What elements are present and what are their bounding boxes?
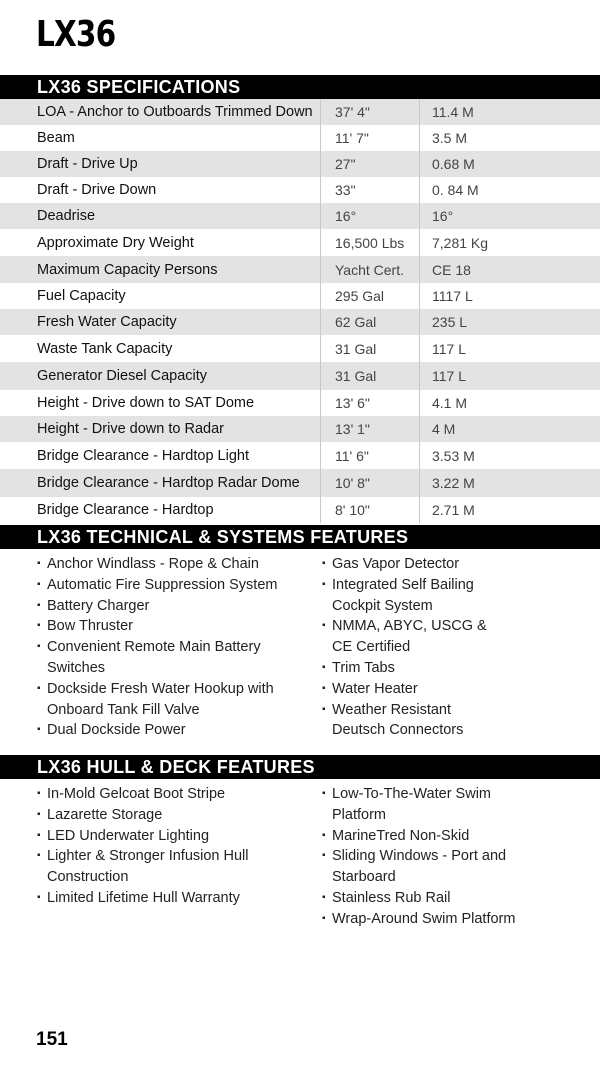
spec-label: Draft - Drive Up bbox=[37, 156, 138, 172]
feature-item bbox=[37, 596, 312, 617]
spec-row bbox=[0, 256, 600, 283]
bullet-icon: ▪ bbox=[37, 578, 41, 590]
specifications-heading: LX36 SPECIFICATIONS bbox=[0, 75, 600, 99]
spec-metric-value: 7,281 Kg bbox=[432, 234, 489, 251]
spec-label: Fresh Water Capacity bbox=[37, 314, 177, 330]
feature-text: NMMA, ABYC, USCG & bbox=[332, 618, 487, 635]
spec-metric-value: 3.5 M bbox=[432, 130, 468, 146]
column-divider bbox=[419, 99, 420, 523]
bullet-icon: ▪ bbox=[37, 599, 41, 611]
spec-metric-value: 117 L bbox=[432, 368, 466, 384]
feature-item bbox=[37, 575, 312, 596]
feature-text: Anchor Windlass - Rope & Chain bbox=[47, 556, 259, 572]
feature-text: Platform bbox=[332, 806, 386, 823]
spec-label: Beam bbox=[37, 130, 75, 146]
feature-text: Dual Dockside Power bbox=[47, 722, 186, 739]
feature-item bbox=[322, 784, 582, 826]
feature-text: Dockside Fresh Water Hookup with bbox=[47, 680, 274, 697]
feature-text: Onboard Tank Fill Valve bbox=[47, 701, 200, 718]
feature-text: Trim Tabs bbox=[332, 659, 395, 676]
spec-metric-value: 4 M bbox=[432, 421, 456, 437]
bullet-icon: ▪ bbox=[322, 850, 326, 862]
feature-text: Low-To-The-Water Swim bbox=[332, 786, 491, 802]
feature-text: Switches bbox=[47, 659, 106, 676]
feature-item bbox=[37, 846, 312, 888]
bullet-icon: ▪ bbox=[37, 808, 41, 820]
spec-metric-value: CE 18 bbox=[432, 261, 471, 278]
spec-row bbox=[0, 309, 600, 335]
spec-metric-value: 3.53 M bbox=[432, 447, 475, 464]
spec-imperial-value: 16° bbox=[335, 208, 357, 224]
feature-text: Battery Charger bbox=[47, 597, 150, 614]
feature-item bbox=[37, 805, 312, 826]
feature-item bbox=[322, 554, 582, 575]
bullet-icon: ▪ bbox=[37, 891, 41, 903]
feature-text: Stainless Rub Rail bbox=[332, 889, 451, 906]
spec-imperial-value: 16,500 Lbs bbox=[335, 234, 405, 251]
feature-text: Construction bbox=[47, 869, 129, 886]
spec-row bbox=[0, 125, 600, 151]
feature-item bbox=[322, 909, 582, 930]
feature-text: Limited Lifetime Hull Warranty bbox=[47, 889, 240, 906]
spec-metric-value: 0.68 M bbox=[432, 156, 475, 172]
spec-metric-value: 11.4 M bbox=[432, 104, 474, 120]
spec-metric-value: 4.1 M bbox=[432, 395, 468, 411]
feature-text: Sliding Windows - Port and bbox=[332, 848, 507, 865]
feature-item bbox=[322, 700, 582, 742]
feature-item bbox=[322, 846, 582, 888]
bullet-icon: ▪ bbox=[322, 620, 326, 632]
feature-text: Lazarette Storage bbox=[47, 806, 163, 823]
hull-features-heading: LX36 HULL & DECK FEATURES bbox=[0, 755, 600, 779]
spec-row bbox=[0, 390, 600, 416]
feature-item bbox=[322, 888, 582, 909]
feature-text: Lighter & Stronger Infusion Hull bbox=[47, 848, 249, 865]
spec-row bbox=[0, 203, 600, 229]
spec-label: Bridge Clearance - Hardtop bbox=[37, 502, 214, 518]
spec-imperial-value: 31 Gal bbox=[335, 368, 377, 384]
spec-imperial-value: 295 Gal bbox=[335, 288, 385, 304]
bullet-icon: ▪ bbox=[37, 850, 41, 862]
spec-row bbox=[0, 335, 600, 362]
spec-row bbox=[0, 497, 600, 523]
feature-text: Wrap-Around Swim Platform bbox=[332, 910, 516, 927]
spec-imperial-value: 13' 1" bbox=[335, 421, 370, 437]
spec-imperial-value: 37' 4" bbox=[335, 104, 370, 120]
page-number: 151 bbox=[36, 1029, 68, 1050]
spec-label: Maximum Capacity Persons bbox=[37, 261, 218, 278]
spec-imperial-value: 27" bbox=[335, 156, 356, 172]
bullet-icon: ▪ bbox=[322, 682, 326, 694]
spec-imperial-value: 33" bbox=[335, 182, 356, 198]
spec-row bbox=[0, 416, 600, 442]
feature-text: Integrated Self Bailing bbox=[332, 576, 474, 593]
model-title: LX36 bbox=[36, 14, 116, 55]
feature-text: Convenient Remote Main Battery bbox=[47, 639, 261, 656]
feature-text: MarineTred Non-Skid bbox=[332, 827, 470, 844]
spec-label: LOA - Anchor to Outboards Trimmed Down bbox=[37, 104, 313, 120]
bullet-icon: ▪ bbox=[37, 620, 41, 632]
feature-item bbox=[322, 658, 582, 679]
feature-item bbox=[322, 679, 582, 700]
feature-text: Cockpit System bbox=[332, 597, 433, 614]
bullet-icon: ▪ bbox=[322, 578, 326, 590]
spec-row bbox=[0, 177, 600, 203]
technical-features-right-list bbox=[322, 554, 582, 741]
bullet-icon: ▪ bbox=[322, 829, 326, 841]
spec-label: Approximate Dry Weight bbox=[37, 234, 194, 251]
spec-imperial-value: 31 Gal bbox=[335, 340, 377, 357]
bullet-icon: ▪ bbox=[322, 703, 326, 715]
spec-imperial-value: 62 Gal bbox=[335, 314, 377, 330]
feature-item bbox=[322, 575, 582, 617]
bullet-icon: ▪ bbox=[37, 724, 41, 736]
spec-label: Fuel Capacity bbox=[37, 288, 126, 304]
feature-item bbox=[37, 554, 312, 575]
bullet-icon: ▪ bbox=[37, 682, 41, 694]
spec-imperial-value: 13' 6" bbox=[335, 395, 370, 411]
spec-metric-value: 117 L bbox=[432, 340, 466, 357]
spec-metric-value: 16° bbox=[432, 208, 454, 224]
spec-label: Deadrise bbox=[37, 208, 96, 224]
technical-features-heading: LX36 TECHNICAL & SYSTEMS FEATURES bbox=[0, 525, 600, 549]
spec-label: Draft - Drive Down bbox=[37, 182, 157, 198]
spec-imperial-value: 11' 6" bbox=[335, 447, 369, 464]
bullet-icon: ▪ bbox=[322, 891, 326, 903]
hull-features-right-list bbox=[322, 784, 582, 930]
bullet-icon: ▪ bbox=[37, 641, 41, 653]
hull-features-left-list bbox=[37, 784, 312, 909]
bullet-icon: ▪ bbox=[37, 829, 41, 841]
bullet-icon: ▪ bbox=[37, 558, 41, 569]
feature-text: Gas Vapor Detector bbox=[332, 556, 460, 572]
bullet-icon: ▪ bbox=[322, 558, 326, 569]
feature-item bbox=[37, 826, 312, 847]
bullet-icon: ▪ bbox=[322, 788, 326, 799]
spec-row bbox=[0, 283, 600, 309]
feature-text: LED Underwater Lighting bbox=[47, 827, 210, 844]
feature-item bbox=[37, 720, 312, 741]
spec-metric-value: 1117 L bbox=[432, 288, 473, 304]
bullet-icon: ▪ bbox=[322, 661, 326, 673]
spec-label: Height - Drive down to SAT Dome bbox=[37, 395, 255, 411]
feature-item bbox=[37, 679, 312, 721]
feature-text: Bow Thruster bbox=[47, 618, 133, 635]
feature-item bbox=[37, 637, 312, 679]
spec-row bbox=[0, 151, 600, 177]
spec-label: Height - Drive down to Radar bbox=[37, 421, 224, 437]
spec-metric-value: 0. 84 M bbox=[432, 182, 479, 198]
feature-text: CE Certified bbox=[332, 639, 411, 656]
spec-label: Bridge Clearance - Hardtop Light bbox=[37, 447, 249, 464]
feature-text: Deutsch Connectors bbox=[332, 722, 464, 739]
spec-label: Generator Diesel Capacity bbox=[37, 368, 208, 384]
feature-text: Weather Resistant bbox=[332, 701, 452, 718]
specifications-table bbox=[0, 99, 600, 523]
feature-item bbox=[322, 826, 582, 847]
bullet-icon: ▪ bbox=[37, 788, 41, 799]
technical-features-left-list bbox=[37, 554, 312, 741]
spec-metric-value: 3.22 M bbox=[432, 475, 475, 491]
bullet-icon: ▪ bbox=[322, 912, 326, 924]
spec-row bbox=[0, 469, 600, 497]
feature-item bbox=[37, 888, 312, 909]
spec-imperial-value: Yacht Cert. bbox=[335, 261, 404, 278]
feature-text: Starboard bbox=[332, 869, 396, 886]
spec-row bbox=[0, 442, 600, 469]
spec-imperial-value: 11' 7" bbox=[335, 130, 369, 146]
feature-text: Automatic Fire Suppression System bbox=[47, 576, 278, 593]
column-divider bbox=[320, 99, 321, 523]
spec-row bbox=[0, 229, 600, 256]
spec-imperial-value: 8' 10" bbox=[335, 502, 370, 518]
spec-metric-value: 2.71 M bbox=[432, 502, 475, 518]
spec-label: Bridge Clearance - Hardtop Radar Dome bbox=[37, 475, 300, 491]
spec-row bbox=[0, 362, 600, 390]
spec-label: Waste Tank Capacity bbox=[37, 340, 173, 357]
feature-item bbox=[322, 616, 582, 658]
spec-row bbox=[0, 99, 600, 125]
spec-imperial-value: 10' 8" bbox=[335, 475, 370, 491]
feature-item bbox=[37, 784, 312, 805]
spec-metric-value: 235 L bbox=[432, 314, 468, 330]
feature-text: In-Mold Gelcoat Boot Stripe bbox=[47, 786, 226, 802]
feature-item bbox=[37, 616, 312, 637]
feature-text: Water Heater bbox=[332, 680, 418, 697]
